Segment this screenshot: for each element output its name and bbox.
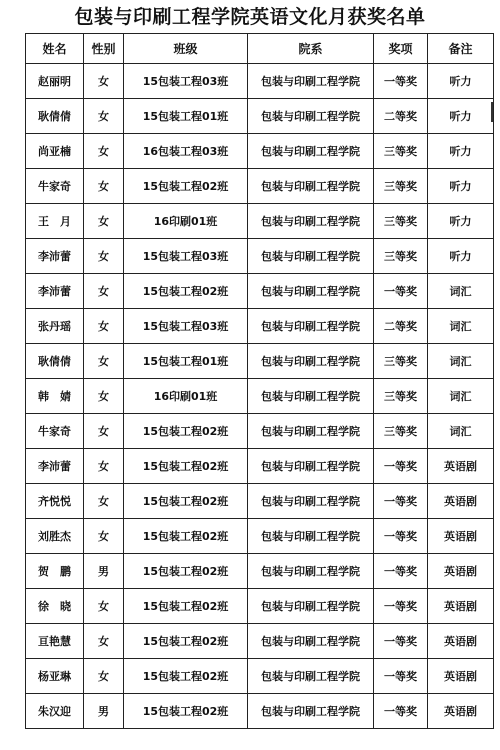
cell-name: 朱汉迎 [26,694,84,729]
cell-class: 15包装工程02班 [124,449,248,484]
table-row [26,344,494,379]
cell-class: 15包装工程01班 [124,99,248,134]
cell-note: 词汇 [428,414,494,449]
cell-note: 词汇 [428,344,494,379]
cell-note: 听力 [428,99,494,134]
cell-sex: 女 [84,659,124,694]
cell-award: 一等奖 [374,554,428,589]
cell-award: 一等奖 [374,659,428,694]
edge-mark [491,102,493,122]
cell-award: 三等奖 [374,414,428,449]
cell-note: 英语剧 [428,659,494,694]
cell-sex: 女 [84,449,124,484]
cell-name: 徐 晓 [26,589,84,624]
cell-department: 包装与印刷工程学院 [248,449,374,484]
cell-class: 15包装工程02班 [124,169,248,204]
cell-name: 齐悦悦 [26,484,84,519]
cell-class: 15包装工程02班 [124,554,248,589]
cell-sex: 女 [84,589,124,624]
cell-name: 王 月 [26,204,84,239]
cell-sex: 女 [84,169,124,204]
cell-award: 一等奖 [374,624,428,659]
cell-department: 包装与印刷工程学院 [248,554,374,589]
cell-department: 包装与印刷工程学院 [248,659,374,694]
table-row [26,554,494,589]
cell-department: 包装与印刷工程学院 [248,519,374,554]
cell-class: 15包装工程02班 [124,484,248,519]
cell-sex: 女 [84,379,124,414]
cell-note: 听力 [428,169,494,204]
cell-note: 听力 [428,134,494,169]
cell-note: 听力 [428,239,494,274]
cell-class: 15包装工程02班 [124,694,248,729]
header-note: 备注 [428,34,494,64]
cell-department: 包装与印刷工程学院 [248,484,374,519]
cell-award: 一等奖 [374,484,428,519]
cell-name: 韩 婧 [26,379,84,414]
cell-department: 包装与印刷工程学院 [248,99,374,134]
header-award: 奖项 [374,34,428,64]
table-row [26,134,494,169]
cell-name: 杨亚琳 [26,659,84,694]
cell-class: 15包装工程02班 [124,414,248,449]
cell-award: 二等奖 [374,309,428,344]
cell-sex: 男 [84,694,124,729]
cell-note: 听力 [428,64,494,99]
cell-note: 英语剧 [428,484,494,519]
cell-note: 英语剧 [428,589,494,624]
cell-sex: 女 [84,519,124,554]
table-row [26,484,494,519]
cell-class: 15包装工程01班 [124,344,248,379]
table-row [26,309,494,344]
cell-sex: 男 [84,554,124,589]
cell-class: 15包装工程02班 [124,274,248,309]
cell-name: 牛家奇 [26,414,84,449]
cell-award: 三等奖 [374,379,428,414]
cell-class: 15包装工程02班 [124,589,248,624]
cell-name: 牛家奇 [26,169,84,204]
cell-department: 包装与印刷工程学院 [248,309,374,344]
table-row [26,659,494,694]
cell-sex: 女 [84,309,124,344]
cell-sex: 女 [84,274,124,309]
cell-name: 张丹瑶 [26,309,84,344]
cell-award: 一等奖 [374,519,428,554]
cell-class: 16包装工程03班 [124,134,248,169]
table-row [26,169,494,204]
cell-department: 包装与印刷工程学院 [248,134,374,169]
cell-name: 尚亚楠 [26,134,84,169]
cell-class: 15包装工程03班 [124,64,248,99]
cell-award: 二等奖 [374,99,428,134]
cell-award: 一等奖 [374,694,428,729]
cell-award: 三等奖 [374,344,428,379]
cell-name: 李沛蕾 [26,239,84,274]
cell-note: 英语剧 [428,519,494,554]
header-name: 姓名 [26,34,84,64]
cell-department: 包装与印刷工程学院 [248,169,374,204]
cell-name: 耿倩倩 [26,344,84,379]
cell-department: 包装与印刷工程学院 [248,64,374,99]
cell-name: 耿倩倩 [26,99,84,134]
cell-class: 15包装工程02班 [124,624,248,659]
cell-sex: 女 [84,344,124,379]
cell-award: 三等奖 [374,134,428,169]
table-row [26,379,494,414]
table-row [26,589,494,624]
cell-award: 一等奖 [374,64,428,99]
table-header-row [26,34,494,64]
cell-name: 李沛蕾 [26,274,84,309]
table-row [26,624,494,659]
table-row [26,274,494,309]
cell-department: 包装与印刷工程学院 [248,274,374,309]
cell-department: 包装与印刷工程学院 [248,344,374,379]
header-sex: 性别 [84,34,124,64]
cell-sex: 女 [84,624,124,659]
cell-department: 包装与印刷工程学院 [248,204,374,239]
cell-class: 15包装工程03班 [124,309,248,344]
cell-department: 包装与印刷工程学院 [248,694,374,729]
cell-award: 一等奖 [374,449,428,484]
cell-sex: 女 [84,64,124,99]
table-row [26,204,494,239]
table-row [26,519,494,554]
cell-award: 一等奖 [374,589,428,624]
table-row [26,99,494,134]
cell-note: 词汇 [428,379,494,414]
cell-sex: 女 [84,239,124,274]
header-department: 院系 [248,34,374,64]
cell-name: 亘艳慧 [26,624,84,659]
table-row [26,414,494,449]
cell-award: 三等奖 [374,239,428,274]
document-title: 包装与印刷工程学院英语文化月获奖名单 [74,6,426,28]
cell-award: 三等奖 [374,204,428,239]
cell-class: 15包装工程02班 [124,519,248,554]
award-list-table [25,33,494,729]
table-row [26,64,494,99]
cell-department: 包装与印刷工程学院 [248,239,374,274]
cell-note: 英语剧 [428,694,494,729]
cell-name: 赵丽明 [26,64,84,99]
cell-class: 16印刷01班 [124,204,248,239]
cell-class: 15包装工程02班 [124,659,248,694]
table-row [26,449,494,484]
cell-name: 李沛蕾 [26,449,84,484]
cell-class: 16印刷01班 [124,379,248,414]
cell-award: 三等奖 [374,169,428,204]
cell-department: 包装与印刷工程学院 [248,589,374,624]
cell-department: 包装与印刷工程学院 [248,379,374,414]
cell-sex: 女 [84,484,124,519]
cell-sex: 女 [84,134,124,169]
cell-name: 刘胜杰 [26,519,84,554]
cell-note: 词汇 [428,274,494,309]
header-class: 班级 [124,34,248,64]
cell-award: 一等奖 [374,274,428,309]
cell-note: 英语剧 [428,554,494,589]
cell-name: 贺 鹏 [26,554,84,589]
cell-sex: 女 [84,414,124,449]
table-row [26,239,494,274]
table-row [26,694,494,729]
cell-note: 听力 [428,204,494,239]
cell-note: 英语剧 [428,624,494,659]
cell-note: 英语剧 [428,449,494,484]
cell-class: 15包装工程03班 [124,239,248,274]
cell-sex: 女 [84,204,124,239]
cell-sex: 女 [84,99,124,134]
cell-department: 包装与印刷工程学院 [248,414,374,449]
cell-department: 包装与印刷工程学院 [248,624,374,659]
cell-note: 词汇 [428,309,494,344]
